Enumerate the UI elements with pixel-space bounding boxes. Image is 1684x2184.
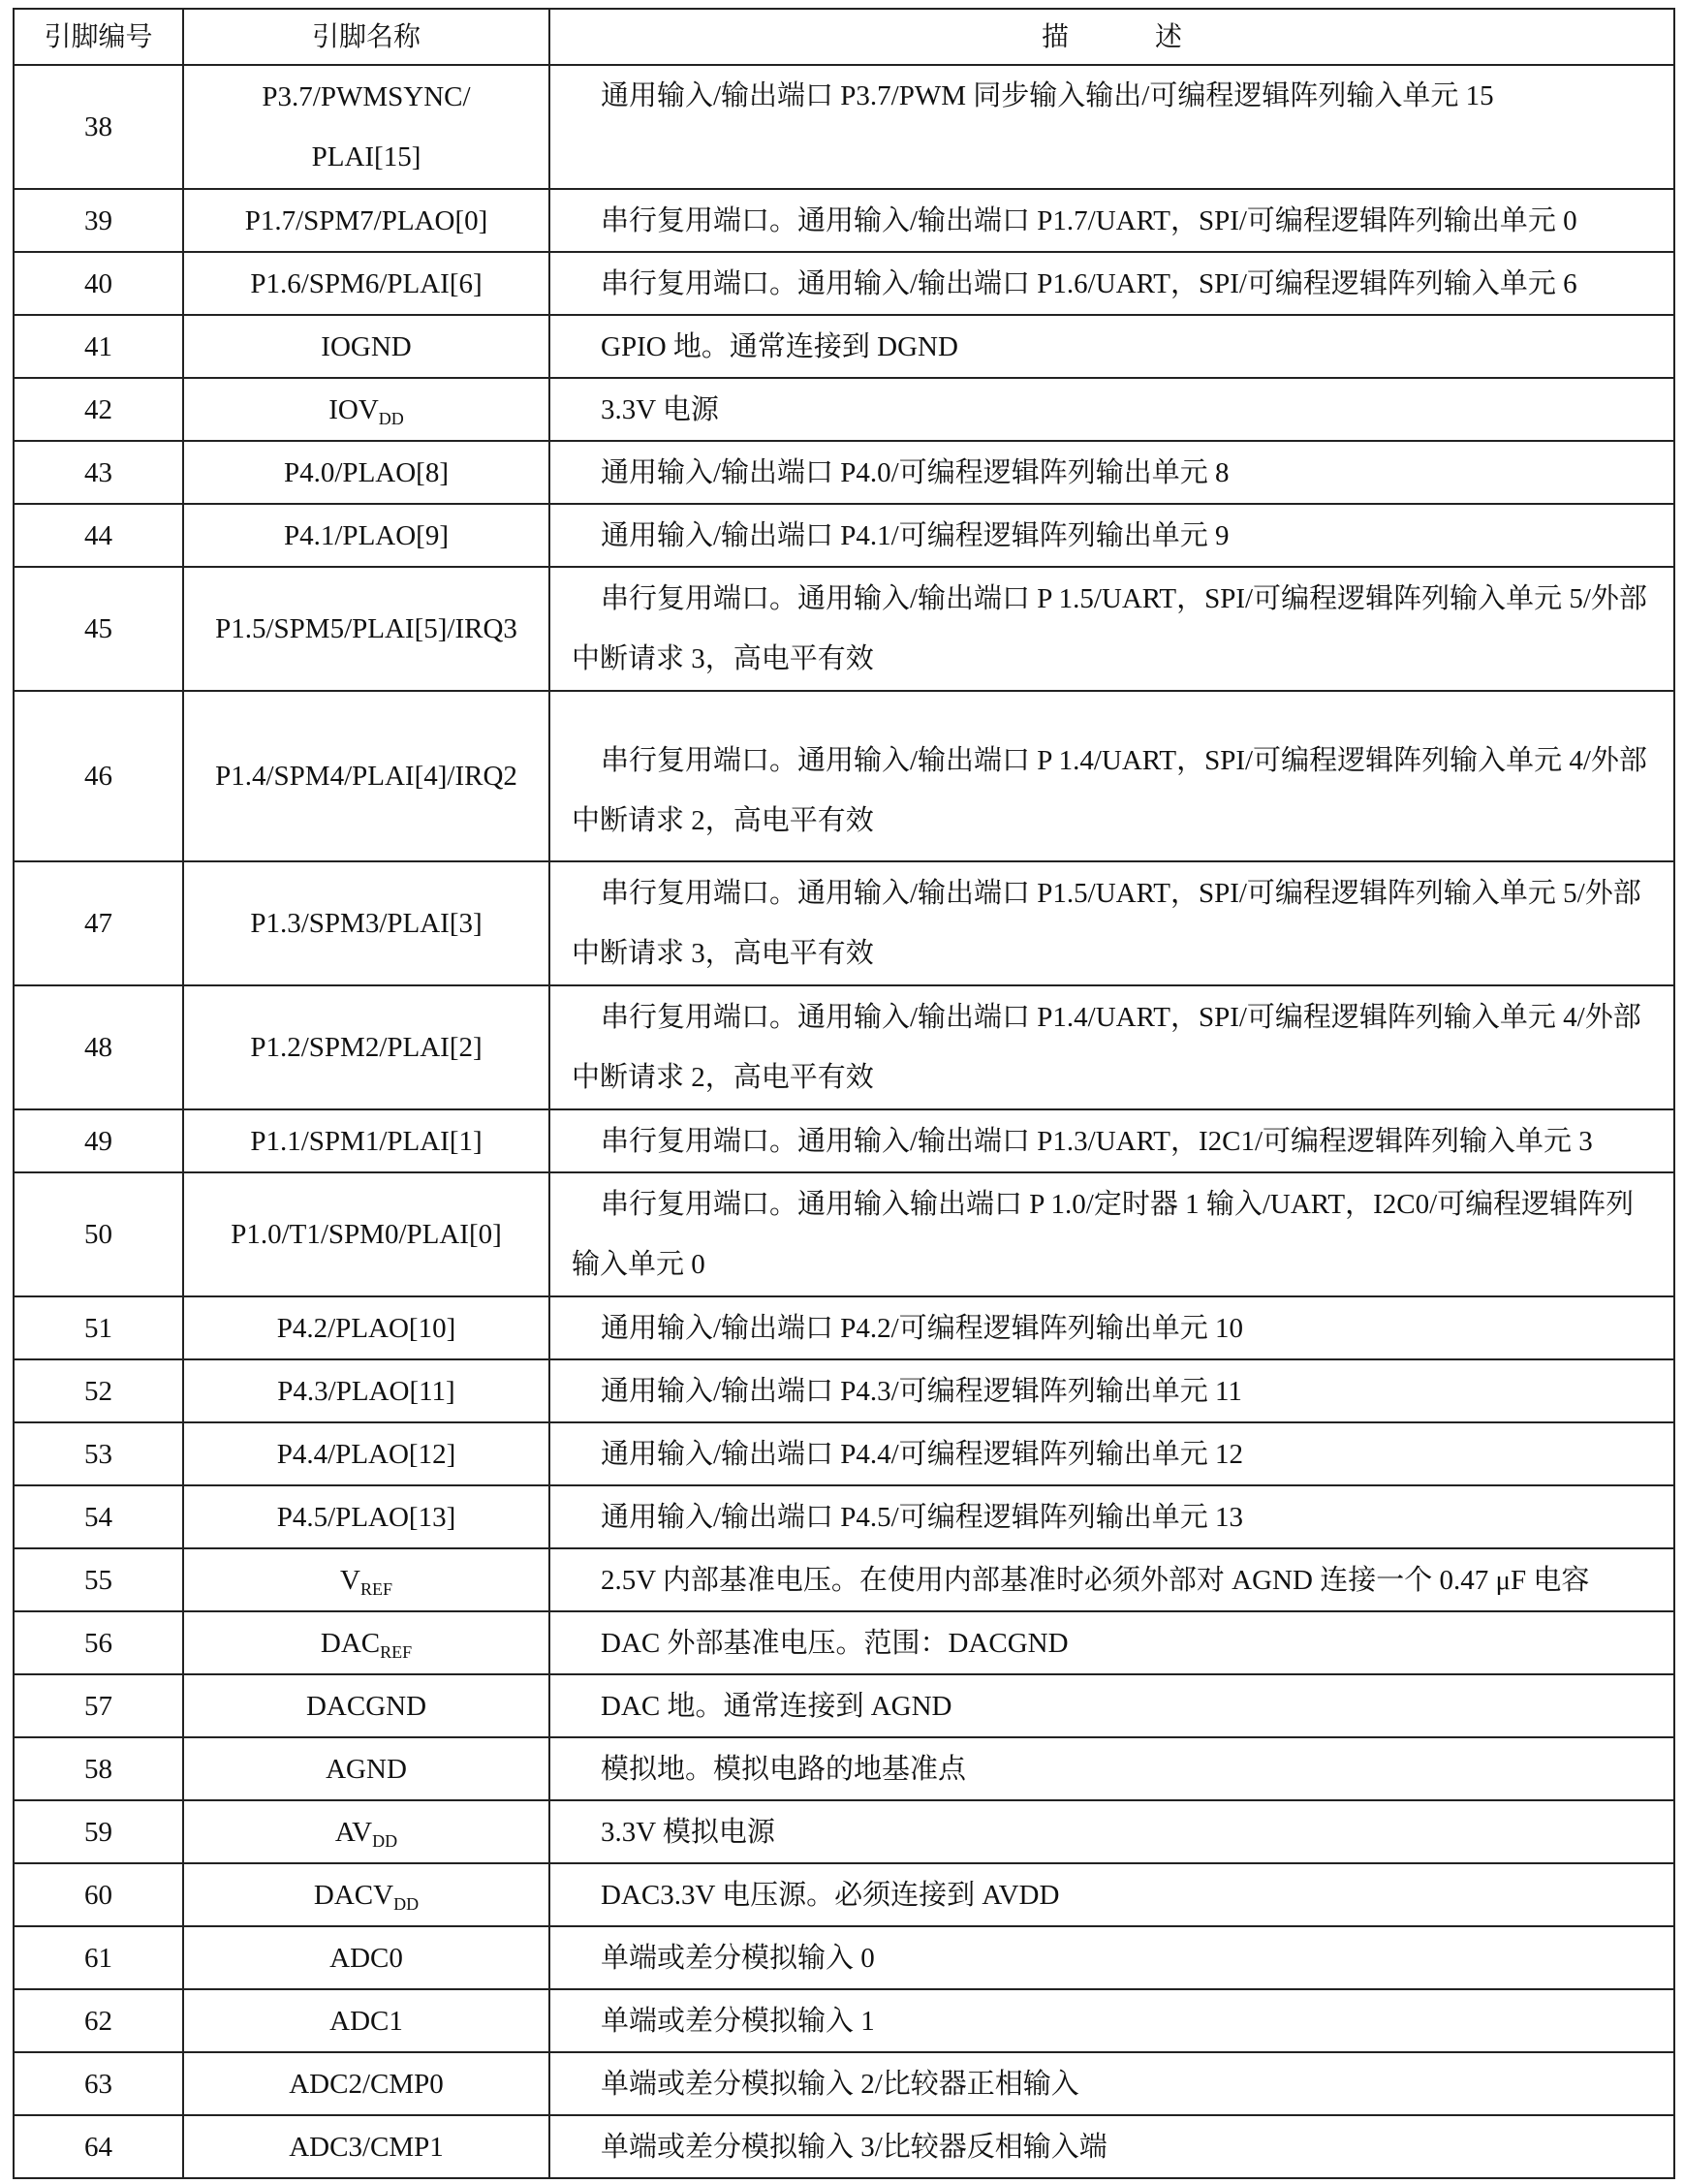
table-row: [14, 441, 1674, 504]
pin-number: 52: [14, 1359, 183, 1422]
pin-number: 38: [14, 65, 183, 189]
pin-name: P1.1/SPM1/PLAI[1]: [183, 1109, 549, 1172]
pin-name-line2: PLAI[15]: [311, 141, 421, 172]
table-row: [14, 985, 1674, 1109]
pin-description: 通用输入/输出端口 P4.0/可编程逻辑阵列输出单元 8: [549, 441, 1674, 504]
pin-number: 48: [14, 985, 183, 1109]
pin-name: P1.0/T1/SPM0/PLAI[0]: [183, 1172, 549, 1296]
table-row: [14, 1611, 1674, 1674]
pin-name: [183, 1548, 549, 1611]
table-row: [14, 504, 1674, 567]
pin-description: 串行复用端口。通用输入/输出端口 P1.6/UART，SPI/可编程逻辑阵列输入单元 6: [549, 252, 1674, 315]
pin-description: 单端或差分模拟输入 2/比较器正相输入: [549, 2052, 1674, 2115]
pin-number: 45: [14, 567, 183, 691]
pin-name-base: DAC: [320, 1627, 381, 1659]
pin-number: 56: [14, 1611, 183, 1674]
header-description: 描 述: [549, 9, 1674, 65]
pin-name: ADC3/CMP1: [183, 2115, 549, 2178]
table-row: [14, 1548, 1674, 1611]
header-pin-name: 引脚名称: [183, 9, 549, 65]
table-row: [14, 65, 1674, 189]
pin-name-base: V: [340, 1564, 360, 1596]
pin-number: 62: [14, 1989, 183, 2052]
pin-description: 通用输入/输出端口 P4.3/可编程逻辑阵列输出单元 11: [549, 1359, 1674, 1422]
pin-description: 串行复用端口。通用输入/输出端口 P1.7/UART，SPI/可编程逻辑阵列输出单元 0: [549, 189, 1674, 252]
pin-name: P1.5/SPM5/PLAI[5]/IRQ3: [183, 567, 549, 691]
header-pin-number: 引脚编号: [14, 9, 183, 65]
pin-name: ADC0: [183, 1926, 549, 1989]
pin-name: P4.3/PLAO[11]: [183, 1359, 549, 1422]
pin-description-text: 串行复用端口。通用输入/输出端口 P 1.4/UART，SPI/可编程逻辑阵列输入单元 4/外部中断请求 2，高电平有效: [572, 745, 1647, 836]
pin-number: 59: [14, 1800, 183, 1863]
pin-description: GPIO 地。通常连接到 DGND: [549, 315, 1674, 378]
table-row: [14, 1863, 1674, 1926]
pin-name: P1.4/SPM4/PLAI[4]/IRQ2: [183, 691, 549, 861]
pin-name: P4.5/PLAO[13]: [183, 1485, 549, 1548]
table-row: [14, 315, 1674, 378]
pin-number: 64: [14, 2115, 183, 2178]
table-row: [14, 1737, 1674, 1800]
table-row: [14, 2115, 1674, 2178]
pin-number: 53: [14, 1422, 183, 1485]
pin-name-line1: P3.7/PWMSYNC/: [262, 81, 471, 112]
pin-number: 39: [14, 189, 183, 252]
pin-description: 串行复用端口。通用输入/输出端口 P 1.5/UART，SPI/可编程逻辑阵列输入单元 5/外部中断请求 3，高电平有效: [549, 567, 1674, 691]
pin-name: ADC2/CMP0: [183, 2052, 549, 2115]
pin-number: 49: [14, 1109, 183, 1172]
pin-description: DAC3.3V 电压源。必须连接到 AVDD: [549, 1863, 1674, 1926]
pin-number: 55: [14, 1548, 183, 1611]
table-row: [14, 567, 1674, 691]
pin-name-base: DACV: [313, 1879, 394, 1911]
pin-description: 串行复用端口。通用输入/输出端口 P1.3/UART，I2C1/可编程逻辑阵列输入单元 3: [549, 1109, 1674, 1172]
pin-number: 41: [14, 315, 183, 378]
pin-name: [183, 65, 549, 189]
pin-name-subscript: REF: [359, 1578, 392, 1599]
pin-description: 模拟地。模拟电路的地基准点: [549, 1737, 1674, 1800]
pin-number: 40: [14, 252, 183, 315]
table-row: [14, 861, 1674, 985]
pin-description: 3.3V 电源: [549, 378, 1674, 441]
pin-description: 串行复用端口。通用输入输出端口 P 1.0/定时器 1 输入/UART，I2C0/可编程逻辑阵列输入单元 0: [549, 1172, 1674, 1296]
pin-number: 47: [14, 861, 183, 985]
pin-number: 43: [14, 441, 183, 504]
pin-number: 58: [14, 1737, 183, 1800]
pin-description: DAC 地。通常连接到 AGND: [549, 1674, 1674, 1737]
pin-name: [183, 1611, 549, 1674]
table-row: [14, 1800, 1674, 1863]
pin-number: 57: [14, 1674, 183, 1737]
pin-description: 2.5V 内部基准电压。在使用内部基准时必须外部对 AGND 连接一个 0.47 μF 电容: [549, 1548, 1674, 1611]
pin-description: DAC 外部基准电压。范围：DACGND: [549, 1611, 1674, 1674]
pin-description: 单端或差分模拟输入 1: [549, 1989, 1674, 2052]
pin-description: 通用输入/输出端口 P4.1/可编程逻辑阵列输出单元 9: [549, 504, 1674, 567]
table-row: [14, 691, 1674, 861]
pin-description: 3.3V 模拟电源: [549, 1800, 1674, 1863]
header-row: [14, 9, 1674, 65]
pin-number: 61: [14, 1926, 183, 1989]
pin-description: 串行复用端口。通用输入/输出端口 P1.5/UART，SPI/可编程逻辑阵列输入单元 5/外部中断请求 3，高电平有效: [549, 861, 1674, 985]
pin-description: 通用输入/输出端口 P4.4/可编程逻辑阵列输出单元 12: [549, 1422, 1674, 1485]
table-row: [14, 2052, 1674, 2115]
pin-number: 51: [14, 1296, 183, 1359]
pin-name: P4.1/PLAO[9]: [183, 504, 549, 567]
pin-name: P1.3/SPM3/PLAI[3]: [183, 861, 549, 985]
pin-name: P4.2/PLAO[10]: [183, 1296, 549, 1359]
pin-name: IOGND: [183, 315, 549, 378]
pin-description: 通用输入/输出端口 P3.7/PWM 同步输入输出/可编程逻辑阵列输入单元 15: [549, 65, 1674, 189]
pin-name: ADC1: [183, 1989, 549, 2052]
table-row: [14, 1422, 1674, 1485]
pin-name: P1.6/SPM6/PLAI[6]: [183, 252, 549, 315]
pin-description: 单端或差分模拟输入 0: [549, 1926, 1674, 1989]
pin-description: [549, 691, 1674, 861]
pin-description: 串行复用端口。通用输入/输出端口 P1.4/UART，SPI/可编程逻辑阵列输入单元 4/外部中断请求 2，高电平有效: [549, 985, 1674, 1109]
table-row: [14, 1674, 1674, 1737]
table-row: [14, 1926, 1674, 1989]
pin-name: P4.4/PLAO[12]: [183, 1422, 549, 1485]
pin-description: 通用输入/输出端口 P4.2/可编程逻辑阵列输出单元 10: [549, 1296, 1674, 1359]
pin-name: P4.0/PLAO[8]: [183, 441, 549, 504]
table-row: [14, 1359, 1674, 1422]
table-row: [14, 378, 1674, 441]
pin-number: 42: [14, 378, 183, 441]
pin-number: 54: [14, 1485, 183, 1548]
table-row: [14, 1485, 1674, 1548]
pin-name: [183, 1800, 549, 1863]
pin-description: 单端或差分模拟输入 3/比较器反相输入端: [549, 2115, 1674, 2178]
pin-name-subscript: DD: [378, 408, 404, 428]
pin-name: DACGND: [183, 1674, 549, 1737]
pin-name-base: IOV: [328, 393, 379, 425]
pin-description: 通用输入/输出端口 P4.5/可编程逻辑阵列输出单元 13: [549, 1485, 1674, 1548]
pin-name: [183, 1863, 549, 1926]
pin-description-sheet: [13, 8, 1673, 2179]
pin-name: AGND: [183, 1737, 549, 1800]
table-row: [14, 1989, 1674, 2052]
pin-number: 63: [14, 2052, 183, 2115]
pin-table: [13, 8, 1675, 2179]
pin-name-subscript: DD: [372, 1830, 398, 1851]
table-row: [14, 189, 1674, 252]
pin-number: 46: [14, 691, 183, 861]
pin-number: 60: [14, 1863, 183, 1926]
pin-name: [183, 378, 549, 441]
pin-name-subscript: REF: [380, 1641, 413, 1662]
pin-name-subscript: DD: [393, 1893, 420, 1914]
table-row: [14, 1109, 1674, 1172]
pin-name: P1.2/SPM2/PLAI[2]: [183, 985, 549, 1109]
table-row: [14, 1172, 1674, 1296]
table-row: [14, 252, 1674, 315]
pin-name: P1.7/SPM7/PLAO[0]: [183, 189, 549, 252]
pin-name-base: AV: [334, 1816, 373, 1848]
pin-number: 44: [14, 504, 183, 567]
table-row: [14, 1296, 1674, 1359]
pin-number: 50: [14, 1172, 183, 1296]
